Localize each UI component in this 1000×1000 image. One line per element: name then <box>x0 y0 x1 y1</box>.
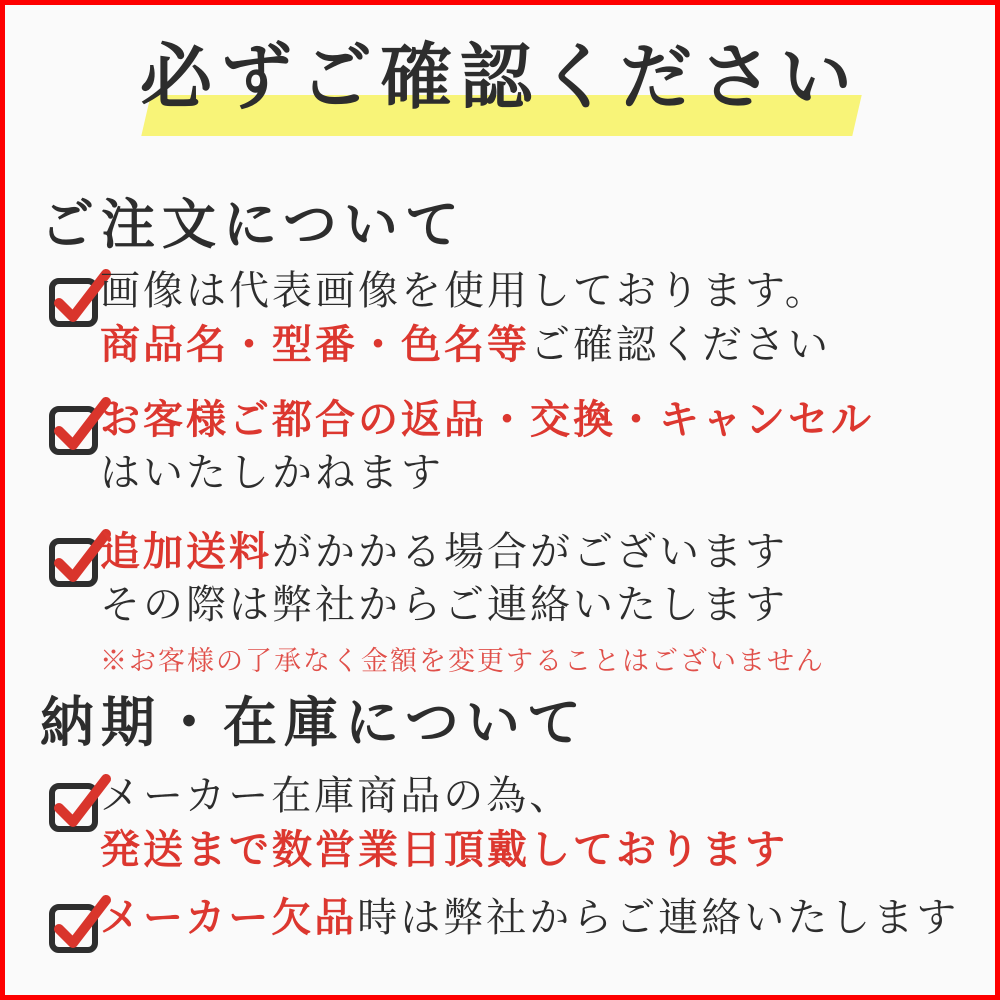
item-line: その際は弊社からご連絡いたします <box>100 582 788 628</box>
item-text <box>100 525 825 678</box>
item-text <box>100 891 959 945</box>
section-heading-order: ご注文について <box>40 192 466 256</box>
item-line: メーカー在庫商品の為、 <box>100 773 573 819</box>
item-line: はいたしかねます <box>100 450 444 496</box>
item-line-emphasis: メーカー欠品 <box>100 894 358 941</box>
list-item <box>48 265 831 372</box>
list-item <box>48 525 825 678</box>
item-line-emphasis: 追加送料 <box>100 528 272 575</box>
checked-checkbox-icon <box>48 772 98 832</box>
item-text <box>100 393 874 500</box>
item-line-emphasis: お客様ご都合の返品・交換・キャンセル <box>100 396 874 443</box>
item-text <box>100 770 788 877</box>
checked-checkbox-icon <box>48 267 98 327</box>
item-line: ご確認ください <box>530 322 831 368</box>
checked-checkbox-icon <box>48 527 98 587</box>
section-heading-delivery-stock: 納期・在庫について <box>40 690 588 754</box>
item-line-emphasis: 商品名・型番・色名等 <box>100 321 530 368</box>
item-line: 時は弊社からご連絡いたします <box>357 895 960 941</box>
item-line: がかかる場合がございます <box>272 529 788 575</box>
list-item <box>48 770 788 877</box>
item-footnote: ※お客様の了承なく金額を変更することはございません <box>100 646 825 677</box>
checked-checkbox-icon <box>48 395 98 455</box>
item-line: 画像は代表画像を使用しております。 <box>100 268 828 314</box>
item-line-emphasis: 発送まで数営業日頂戴しております <box>100 826 788 873</box>
checked-checkbox-icon <box>48 893 98 953</box>
title-section <box>5 5 995 165</box>
list-item <box>48 891 959 953</box>
item-text <box>100 265 831 372</box>
list-item <box>48 393 874 500</box>
page-title: 必ずご確認ください <box>139 34 860 119</box>
